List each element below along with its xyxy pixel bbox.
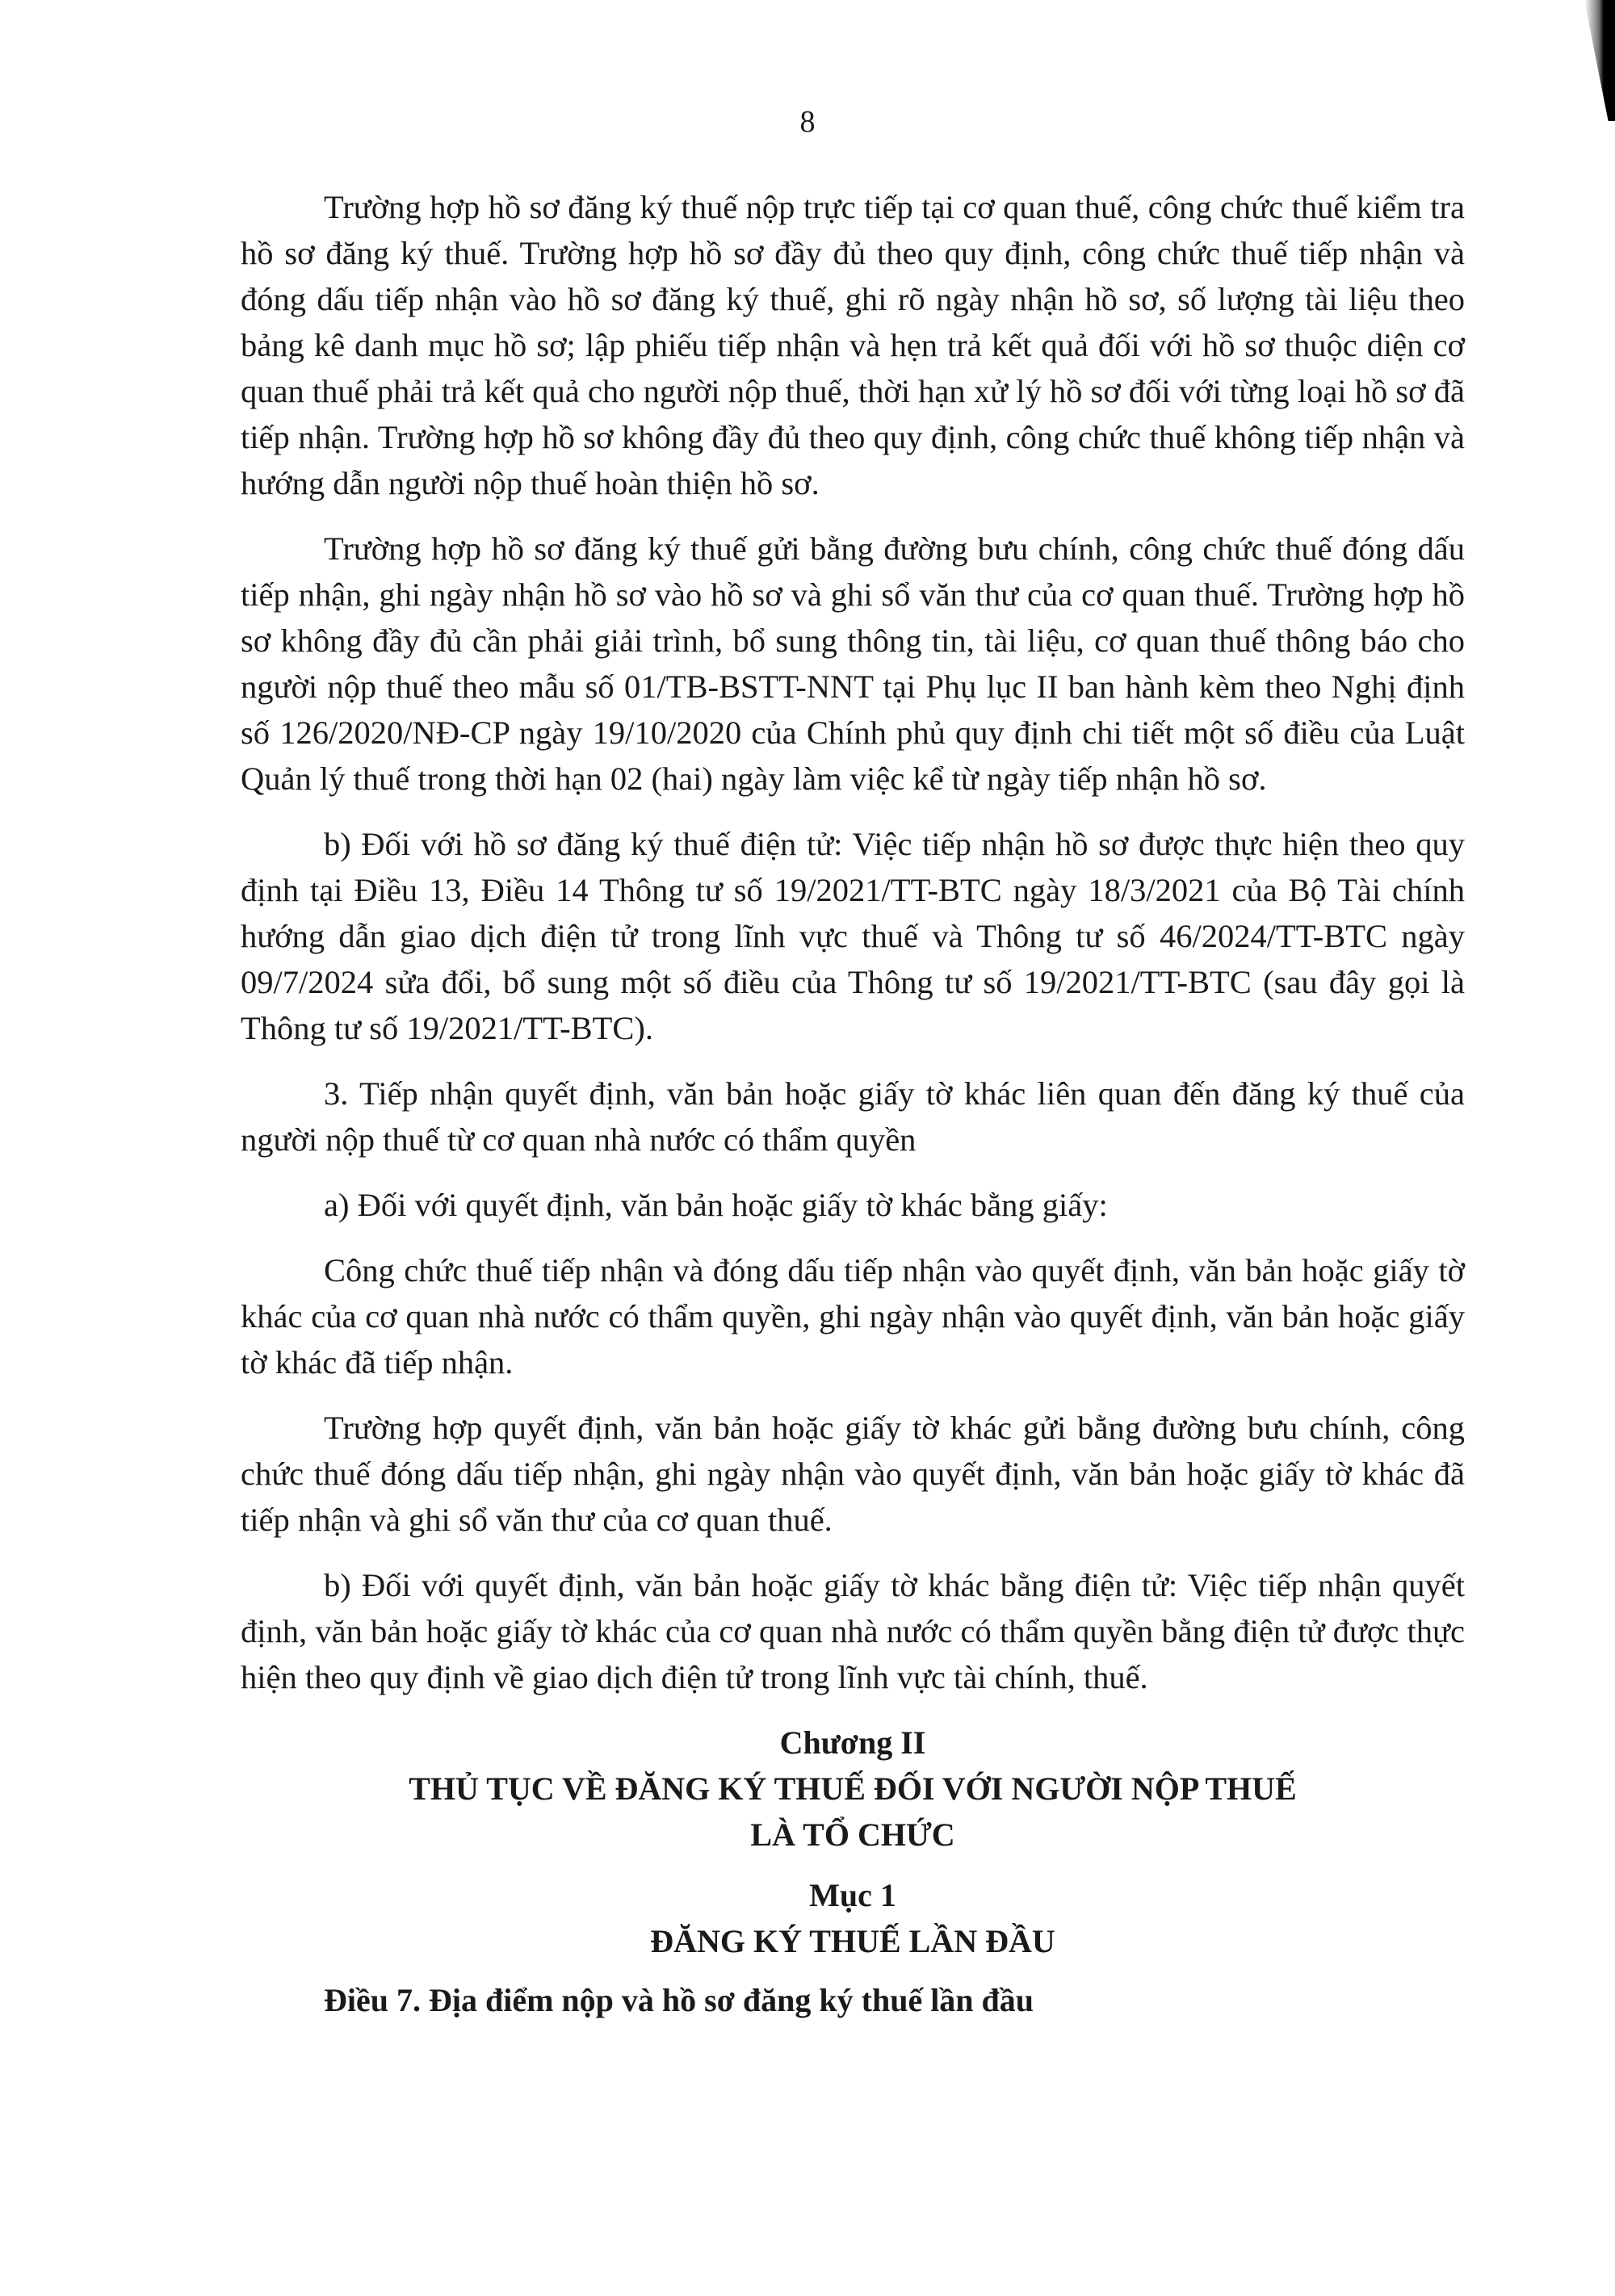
chapter-label: Chương II [779,1724,926,1761]
paragraph-electronic-dossier: b) Đối với hồ sơ đăng ký thuế điện tử: Việc tiếp nhận hồ sơ được thực hiện theo quy định tại Điều 13, Điều 14 Thông tư số 19/2021/TT-BTC ngày 18/3/2021 của Bộ Tài chính hướng dẫn giao dịch điện tử trong lĩnh vực thuế và Thông tư số 46/2024/TT-BTC ngày 09/7/2024 sửa đổi, bổ sung một số điều của Thông tư số 19/2021/TT-BTC (sau đây gọi là Thông tư số 19/2021/TT-BTC). [241,826,1465,1046]
article-title: Điều 7. Địa điểm nộp và hồ sơ đăng ký thuế lần đầu [324,1982,1034,2018]
chapter-title-line-1: THỦ TỤC VỀ ĐĂNG KÝ THUẾ ĐỐI VỚI NGƯỜI NỘP THUẾ [409,1770,1297,1807]
document-body [241,184,1465,2023]
paragraph-clause-3b: b) Đối với quyết định, văn bản hoặc giấy tờ khác bằng điện tử: Việc tiếp nhận quyết định, văn bản hoặc giấy tờ khác của cơ quan nhà nước có thẩm quyền bằng điện tử được thực hiện theo quy định về giao dịch điện tử trong lĩnh vực tài chính, thuế. [241,1567,1465,1695]
paragraph-clause-3: 3. Tiếp nhận quyết định, văn bản hoặc giấy tờ khác liên quan đến đăng ký thuế của người nộp thuế từ cơ quan nhà nước có thẩm quyền [241,1075,1465,1158]
paragraph-postal-decision: Trường hợp quyết định, văn bản hoặc giấy tờ khác gửi bằng đường bưu chính, công chức thuế đóng dấu tiếp nhận, ghi ngày nhận vào quyết định, văn bản hoặc giấy tờ khác đã tiếp nhận và ghi sổ văn thư của cơ quan thuế. [241,1410,1465,1538]
paragraph-postal-submission: Trường hợp hồ sơ đăng ký thuế gửi bằng đường bưu chính, công chức thuế đóng dấu tiếp nhận, ghi ngày nhận hồ sơ vào hồ sơ và ghi sổ văn thư của cơ quan thuế. Trường hợp hồ sơ không đầy đủ cần phải giải trình, bổ sung thông tin, tài liệu, cơ quan thuế thông báo cho người nộp thuế theo mẫu số 01/TB-BSTT-NNT tại Phụ lục II ban hành kèm theo Nghị định số 126/2020/NĐ-CP ngày 19/10/2020 của Chính phủ quy định chi tiết một số điều của Luật Quản lý thuế trong thời hạn 02 (hai) ngày làm việc kể từ ngày tiếp nhận hồ sơ. [241,530,1465,797]
chapter-title-line-2: LÀ TỔ CHỨC [750,1816,955,1853]
section-label: Mục 1 [809,1877,896,1913]
paragraph-clause-3a: a) Đối với quyết định, văn bản hoặc giấy tờ khác bằng giấy: [324,1187,1108,1223]
section-title: ĐĂNG KÝ THUẾ LẦN ĐẦU [650,1923,1055,1959]
page-number: 8 [799,105,816,139]
paragraph-direct-submission: Trường hợp hồ sơ đăng ký thuế nộp trực tiếp tại cơ quan thuế, công chức thuế kiểm tra hồ sơ đăng ký thuế. Trường hợp hồ sơ đầy đủ theo quy định, công chức thuế tiếp nhận và đóng dấu tiếp nhận vào hồ sơ đăng ký thuế, ghi rõ ngày nhận hồ sơ, số lượng tài liệu theo bảng kê danh mục hồ sơ; lập phiếu tiếp nhận và hẹn trả kết quả đối với hồ sơ thuộc diện cơ quan thuế phải trả kết quả cho người nộp thuế, thời hạn xử lý hồ sơ đối với từng loại hồ sơ đã tiếp nhận. Trường hợp hồ sơ không đầy đủ theo quy định, công chức thuế không tiếp nhận và hướng dẫn người nộp thuế hoàn thiện hồ sơ. [241,189,1465,501]
paragraph-stamp-receipt: Công chức thuế tiếp nhận và đóng dấu tiếp nhận vào quyết định, văn bản hoặc giấy tờ khác của cơ quan nhà nước có thẩm quyền, ghi ngày nhận vào quyết định, văn bản hoặc giấy tờ khác đã tiếp nhận. [241,1252,1465,1381]
